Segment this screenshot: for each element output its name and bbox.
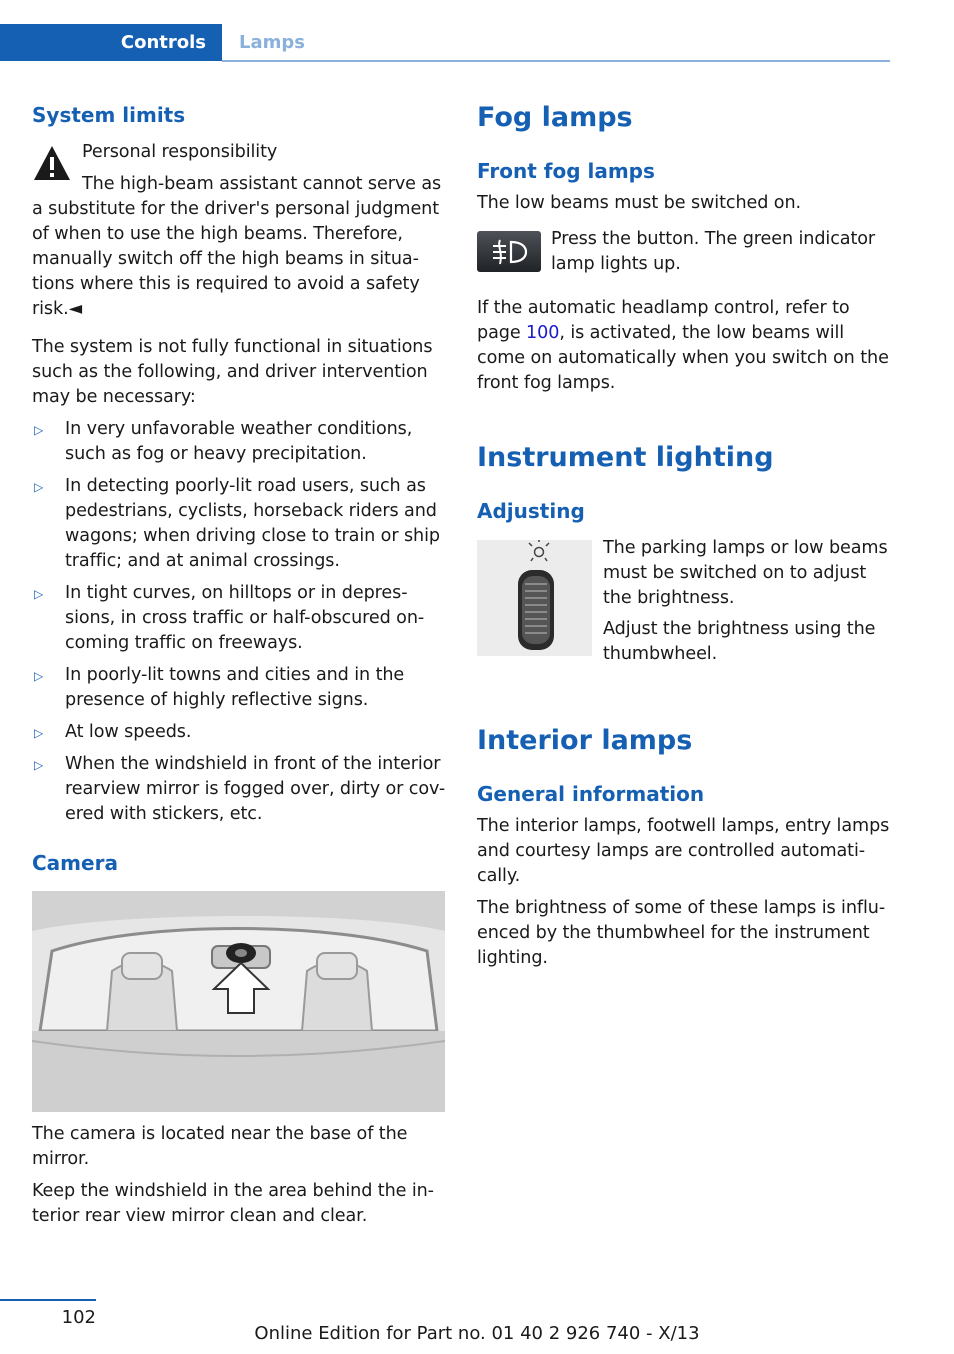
triangle-bullet-icon: ▷ [34,587,44,601]
list-item [32,417,446,467]
thumbwheel-illustration [477,540,592,656]
list-item [32,663,446,713]
list-item [32,720,446,745]
page-reference-link[interactable]: 100 [526,323,560,343]
front-fog-lamps-heading: Front fog lamps [477,159,655,183]
camera-location-illustration [32,891,445,1112]
fog-button-instruction: Press the button. The green indicator lamp lights up. [551,229,876,274]
triangle-bullet-icon: ▷ [34,480,44,494]
triangle-bullet-icon: ▷ [34,423,44,437]
system-limits-intro: The system is not fully functional in situations such as the following, and driver intervention may be necessary: [32,337,433,407]
adjusting-heading: Adjusting [477,499,585,523]
fog-lamp-icon [489,238,529,266]
warning-text: a substitute for the driver's personal judgment of when to use the high beams. Therefore, manually switch off the high beams in situa-tions where this is required to avoid a safety risk.◄ [32,199,440,319]
warning-text-first-line: The high-beam assistant cannot serve as [82,174,442,194]
list-item [32,581,446,656]
header-topic-tab[interactable]: Lamps [239,32,305,53]
list-item-text: At low speeds. [65,722,192,742]
adjust-instruction: Adjust the brightness using the thumbwheel. [603,619,876,664]
triangle-bullet-icon: ▷ [34,669,44,683]
list-item-text: In detecting poorly-lit road users, such as pedestrians, cyclists, horseback riders and wagons; when driving close to train or ship traffic; and at animal crossings. [65,476,440,571]
instrument-lighting-heading: Instrument lighting [477,442,774,473]
header-section-tab[interactable]: Controls [120,32,206,53]
list-item-text: In tight curves, on hilltops or in depres-sions, in cross traffic or half-obscured on-coming traffic on freeways. [65,583,425,653]
interior-lamps-text: The interior lamps, footwell lamps, entry lamps and courtesy lamps are controlled automati-cally. [477,816,890,886]
triangle-bullet-icon: ▷ [34,726,44,740]
automatic-headlamp-text [477,296,891,396]
camera-care-text: Keep the windshield in the area behind the in-terior rear view mirror clean and clear. [32,1181,434,1226]
header-rule [222,60,890,62]
automatic-headlamp-text-end: , is activated, the low beams will come on automatically when you switch on the front fog lamps. [477,323,889,393]
front-fog-requirement: The low beams must be switched on. [477,193,802,213]
list-item-text: In very unfavorable weather conditions, such as fog or heavy precipitation. [65,419,413,464]
brightness-text: The brightness of some of these lamps is influ-enced by the thumbwheel for the instrument lighting. [477,898,886,968]
fog-lamp-button-icon [477,231,541,272]
edition-note: Online Edition for Part no. 01 40 2 926 740 - X/13 [254,1323,700,1344]
footer-rule [0,1299,96,1301]
limits-list [32,417,446,834]
camera-heading: Camera [32,851,118,875]
triangle-bullet-icon: ▷ [34,758,44,772]
list-item [32,474,446,574]
automatic-headlamp-text-start: If the automatic headlamp control, refer to page [477,298,850,343]
general-information-heading: General information [477,782,705,806]
list-item [32,752,446,827]
camera-location-text: The camera is located near the base of the mirror. [32,1124,408,1169]
fog-lamps-heading: Fog lamps [477,102,633,133]
warning-title: Personal responsibility [82,142,278,162]
system-limits-heading: System limits [32,103,186,127]
list-item-text: When the windshield in front of the interior rearview mirror is fogged over, dirty or cov-ered with stickers, etc. [65,754,446,824]
interior-lamps-heading: Interior lamps [477,725,693,756]
warning-icon [32,143,72,183]
page-number: 102 [61,1307,96,1328]
list-item-text: In poorly-lit towns and cities and in the presence of highly reflective signs. [65,665,405,710]
adjust-requirement: The parking lamps or low beams must be switched on to adjust the brightness. [603,538,888,608]
